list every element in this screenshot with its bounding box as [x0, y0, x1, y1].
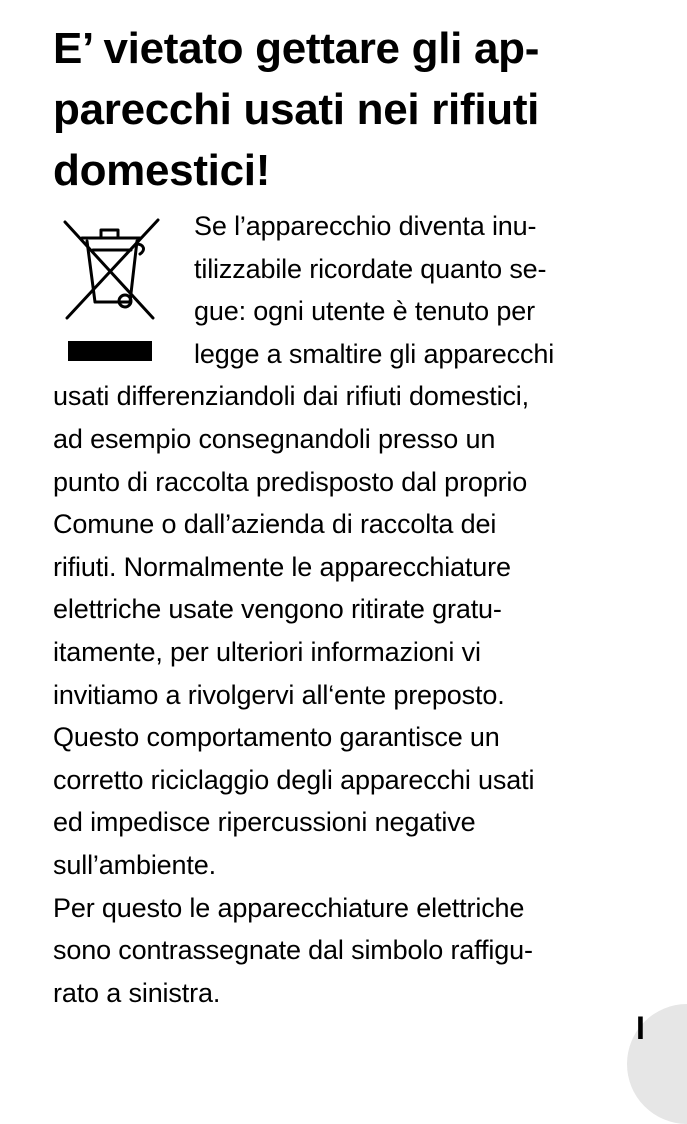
paragraph-line: sull’ambiente.	[53, 849, 216, 880]
paragraph-line: Se l’apparecchio diventa inu-	[194, 211, 537, 241]
paragraph-line: invitiamo a rivolgervi all‘ente preposto.	[53, 679, 505, 710]
title-line: E’ vietato gettare gli ap-	[53, 24, 540, 73]
paragraph-line: Questo comportamento garantisce un	[53, 722, 500, 753]
paragraph-line: elettriche usate vengono ritirate gratu-	[53, 594, 502, 625]
paragraph-line: rifiuti. Normalmente le apparecchiature	[53, 551, 511, 582]
paragraph-line: itamente, per ulteriori informazioni vi	[53, 636, 481, 667]
title-line: domestici!	[53, 146, 271, 195]
paragraph-line: legge a smaltire gli apparecchi	[194, 338, 555, 369]
disposal-instructions	[53, 205, 653, 1014]
section-marker: I	[636, 1010, 645, 1046]
paragraph-line: ad esempio consegnandoli presso un	[53, 423, 496, 454]
paragraph-line: Per questo le apparecchiature elettriche	[53, 892, 525, 923]
paragraph-line: ed impedisce ripercussioni negative	[53, 807, 476, 838]
paragraph-line: corretto riciclaggio degli apparecchi usati	[53, 764, 535, 795]
page-title	[53, 18, 653, 201]
title-line: parecchi usati nei rifiuti	[53, 85, 540, 134]
paragraph-line: gue: ogni utente è tenuto per	[194, 296, 535, 327]
paragraph-line: Comune o dall’azienda di raccolta dei	[53, 509, 497, 540]
paragraph-line: usati differenziandoli dai rifiuti domestici,	[53, 381, 529, 412]
paragraph-line: tilizzabile ricordate quanto se-	[194, 253, 547, 284]
paragraph-line: punto di raccolta predisposto dal proprio	[53, 466, 528, 497]
paragraph-line: sono contrassegnate dal simbolo raffigu-	[53, 935, 533, 966]
paragraph-line: rato a sinistra.	[53, 977, 221, 1008]
